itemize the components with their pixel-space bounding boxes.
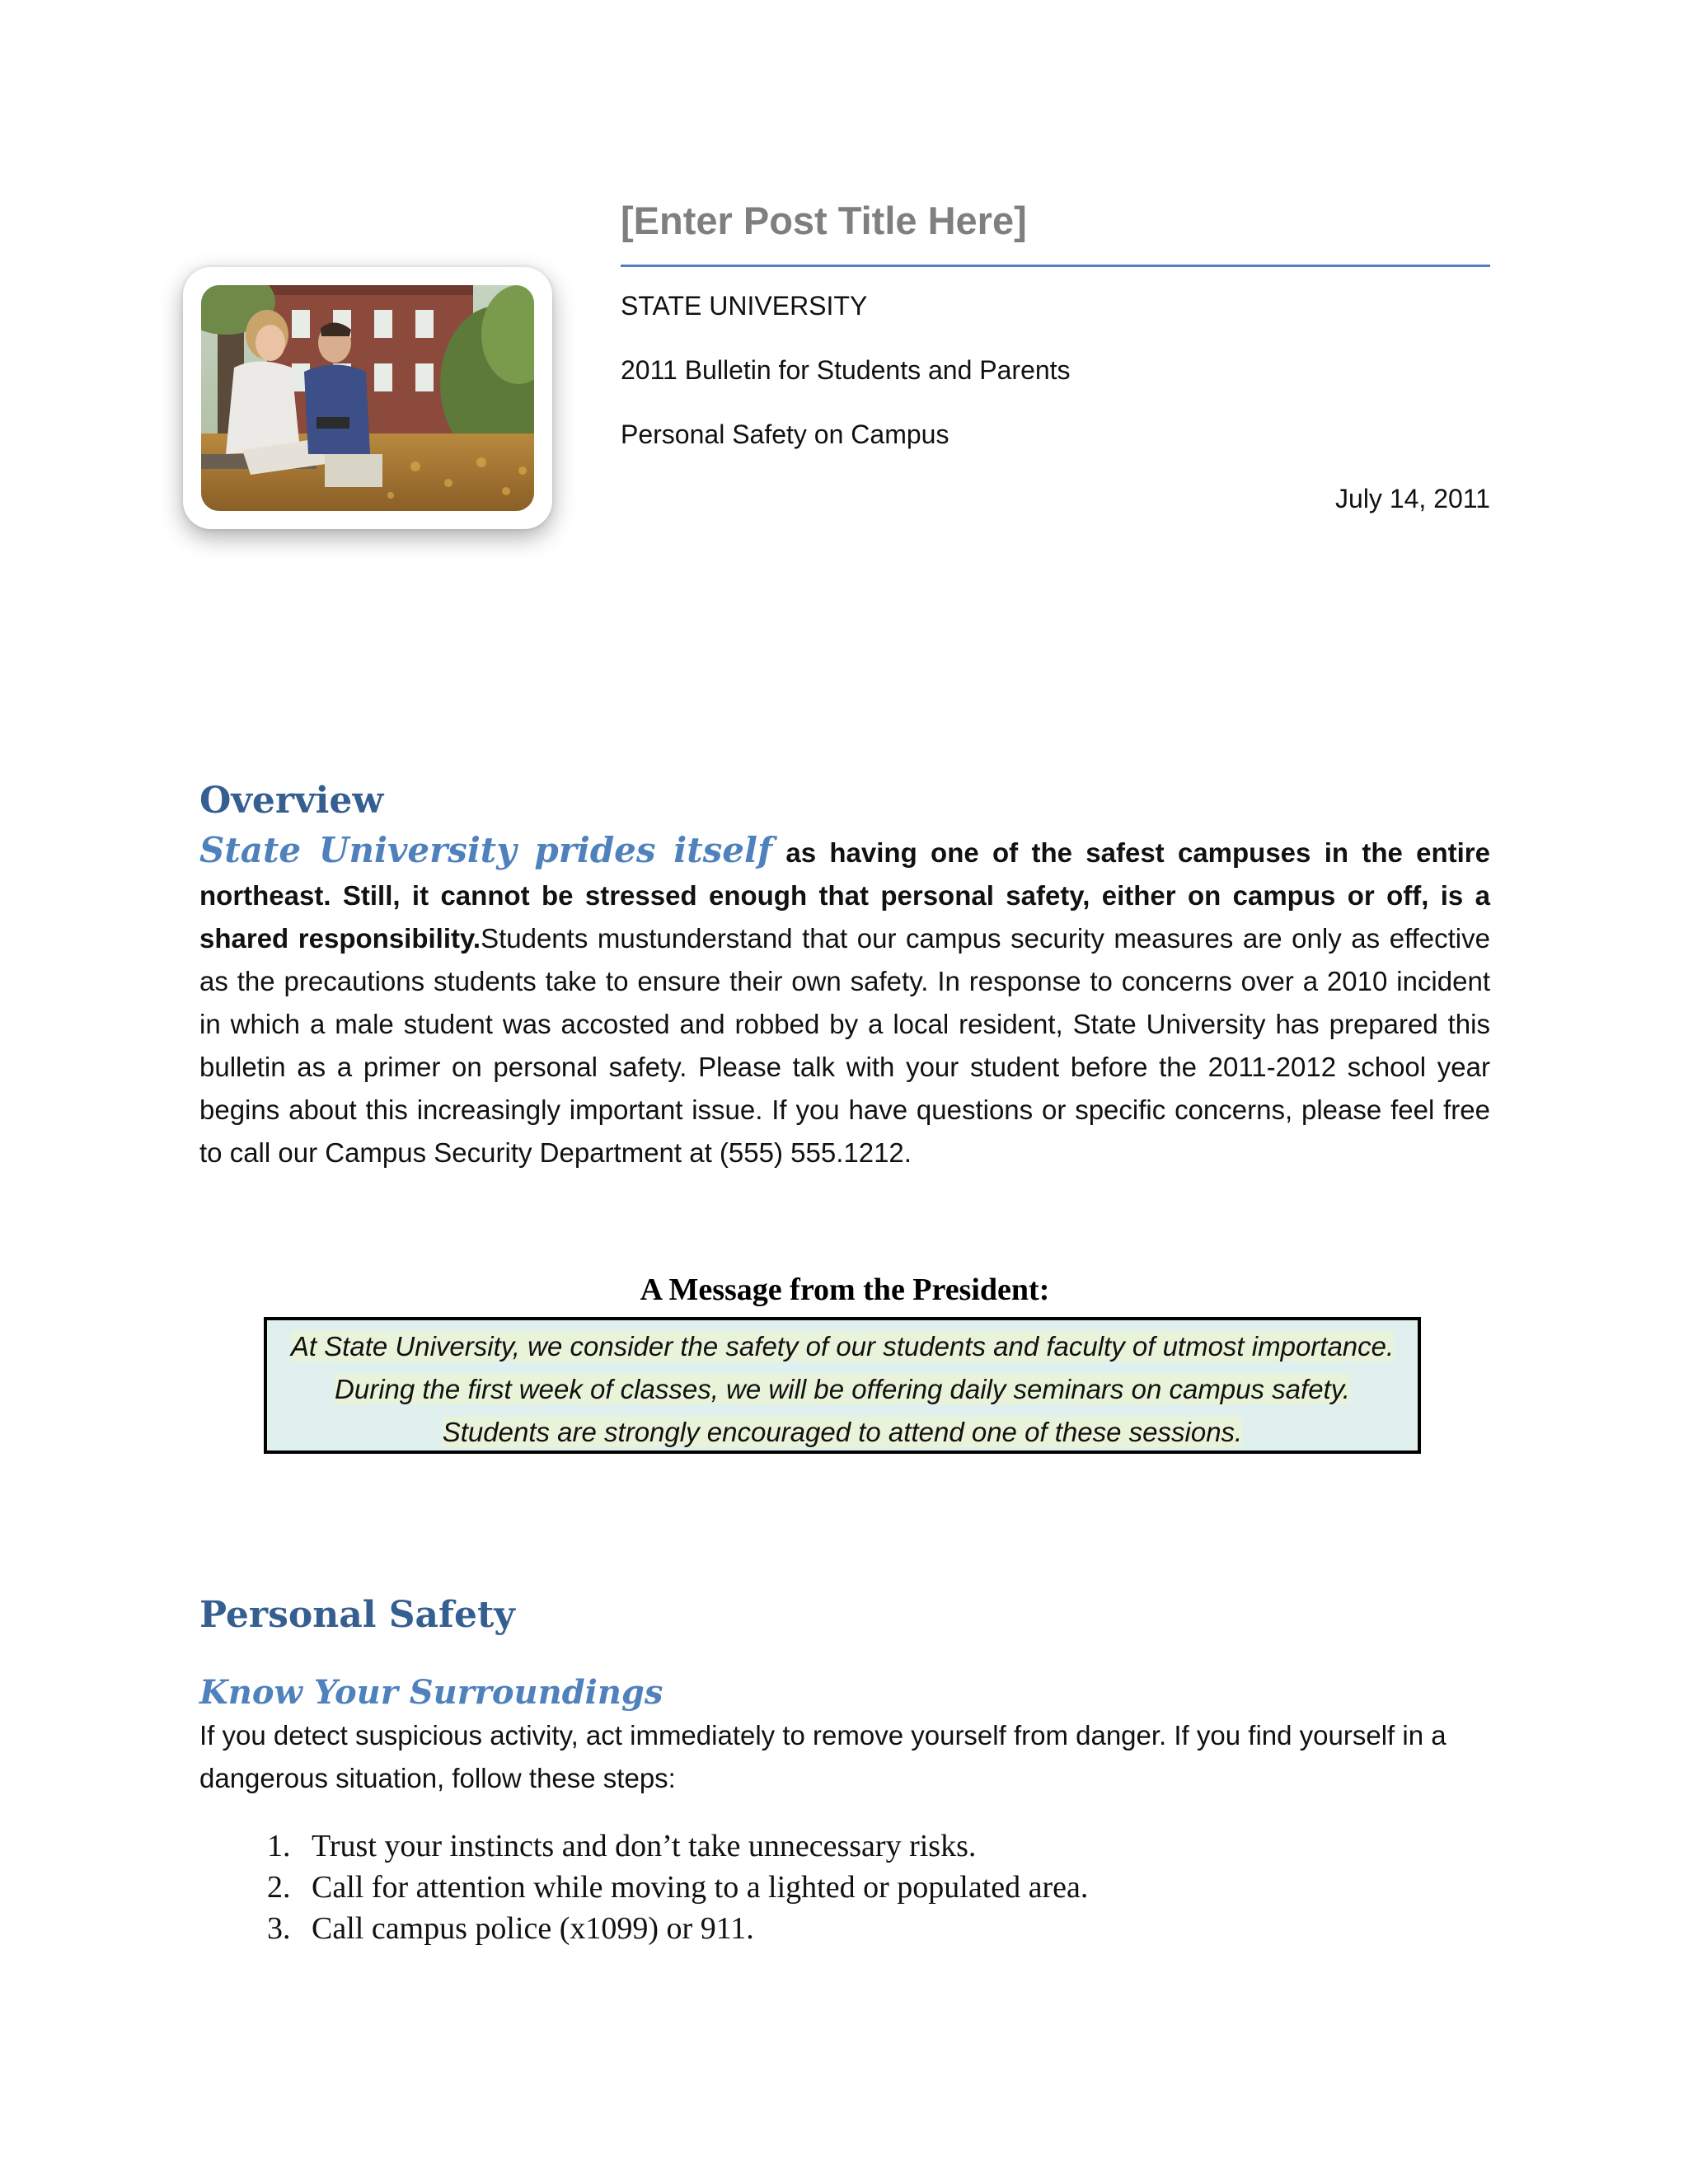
photo-frame bbox=[183, 267, 552, 529]
overview-lead: State University prides itself bbox=[199, 830, 773, 870]
president-message-heading: A Message from the President: bbox=[640, 1272, 1050, 1307]
title-rule bbox=[621, 265, 1490, 267]
surroundings-subheading: Know Your Surroundings bbox=[199, 1673, 663, 1712]
personal-safety-heading: Personal Safety bbox=[199, 1594, 515, 1636]
topic-line: Personal Safety on Campus bbox=[621, 419, 950, 449]
president-message-text: At State University, we consider the safety of our students and faculty of utmost importance. During the first week of classes, we will be offering daily seminars on campus safety. Students are strongly encouraged to attend one of these sessions. bbox=[290, 1331, 1395, 1447]
post-title: [Enter Post Title Here] bbox=[621, 199, 1027, 242]
students-campus-photo bbox=[201, 285, 534, 511]
list-item: 1. Trust your instincts and don’t take unnecessary risks. bbox=[298, 1825, 1088, 1867]
list-item: 2. Call for attention while moving to a lighted or populated area. bbox=[298, 1867, 1088, 1908]
publish-date: July 14, 2011 bbox=[1335, 484, 1490, 513]
overview-bold-text: as having one of the safest campuses in the entire northeast. Still, it cannot be stressed enough that personal safety, either on campus or off, is a shared responsibility. bbox=[199, 837, 1491, 954]
overview-heading: Overview bbox=[199, 780, 384, 822]
overview-paragraph bbox=[199, 829, 1490, 1174]
surroundings-intro: If you detect suspicious activity, act immediately to remove yourself from danger. If you find yourself in a dangerous situation, follow these steps: bbox=[199, 1720, 1447, 1793]
safety-steps-list bbox=[232, 1825, 1088, 1949]
president-message-box bbox=[264, 1317, 1421, 1454]
list-item: 3. Call campus police (x1099) or 911. bbox=[298, 1908, 1088, 1949]
bulletin-subtitle: 2011 Bulletin for Students and Parents bbox=[621, 355, 1071, 385]
overview-body-text: Students mustunderstand that our campus security measures are only as effective as the precautions students take to ensure their own safety. In response to concerns over a 2010 incident in which a male student was accosted and robbed by a local resident, State University has prepared this bulletin as a primer on personal safety. Please talk with your student before the 2011-2012 school year begins about this increasingly important issue. If you have questions or specific concerns, please feel free to call our Campus Security Department at (555) 555.1212. bbox=[199, 923, 1490, 1168]
organization-name: STATE UNIVERSITY bbox=[621, 291, 868, 321]
